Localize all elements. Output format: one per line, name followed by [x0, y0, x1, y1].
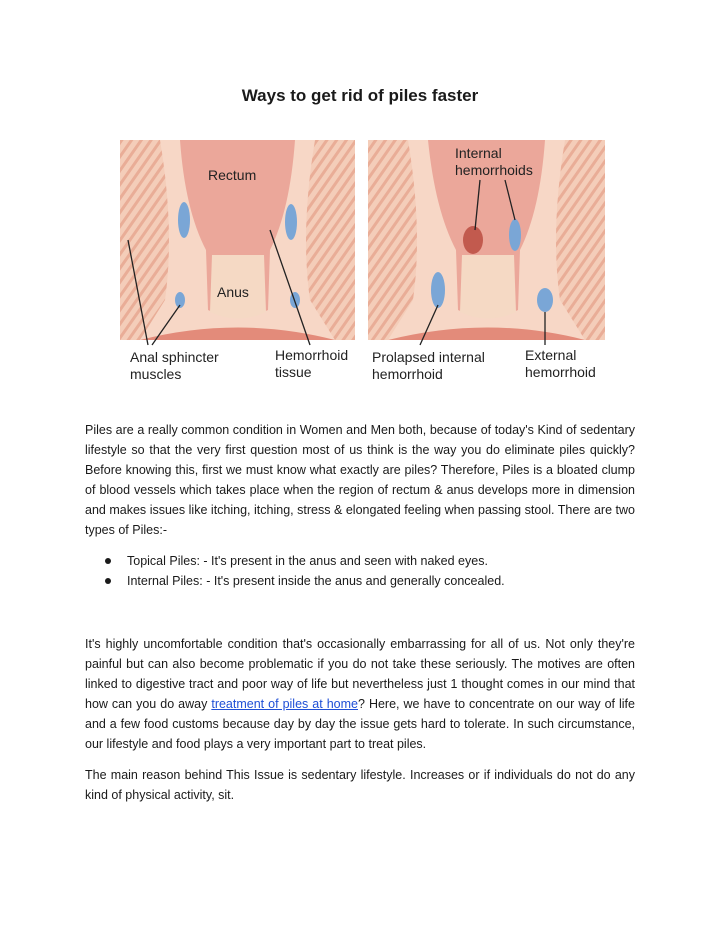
label-prolapsed-line2: hemorrhoid	[372, 366, 443, 382]
label-anal-sphincter-line1: Anal sphincter	[130, 349, 219, 365]
label-external-line1: External	[525, 347, 577, 363]
list-item-text: Internal Piles: - It's present inside the anus and generally concealed.	[127, 574, 505, 588]
left-vessel-2	[285, 204, 297, 240]
anatomy-diagram	[120, 140, 610, 390]
bullet-icon	[105, 578, 111, 584]
label-prolapsed-line1: Prolapsed internal	[372, 349, 485, 365]
label-hemorrhoid-tissue-line2: tissue	[275, 364, 312, 380]
label-anus: Anus	[217, 284, 249, 300]
right-anus-canal	[460, 255, 516, 319]
label-internal-line2: hemorrhoids	[455, 162, 533, 178]
discomfort-paragraph	[85, 634, 635, 754]
bullet-icon	[105, 558, 111, 564]
treatment-of-piles-link[interactable]: treatment of piles at home	[211, 697, 358, 711]
list-item-text: Topical Piles: - It's present in the anus and seen with naked eyes.	[127, 554, 488, 568]
label-external-line2: hemorrhoid	[525, 364, 596, 380]
left-vessel-1	[178, 202, 190, 238]
intro-paragraph: Piles are a really common condition in Women and Men both, because of today's Kind of sedentary lifestyle so that the very first question most of us think is the way you do eliminate piles quickly? Before knowing this, first we must know what exactly are piles? Therefore, Piles is a bloated clump of blood vessels which takes place when the region of rectum & anus develops more in dimension and makes issues like itching, itching, stress & elongated feeling when passing stool. There are two types of Piles:-	[85, 423, 635, 537]
label-hemorrhoid-tissue-line1: Hemorrhoid	[275, 347, 349, 363]
hemorrhoid-anatomy-illustration	[120, 140, 610, 390]
list-item	[105, 551, 625, 571]
internal-hemorrhoid-swelling	[463, 226, 483, 254]
label-internal-line1: Internal	[455, 145, 502, 161]
label-anal-sphincter-line2: muscles	[130, 366, 182, 382]
paragraph-text-after-link: ? Here, we have to concentrate on our way of life and a few food customs because day by day the issue gets hard to tolerate. In such circumstance, our lifestyle and food plays a very important part to treat piles.	[85, 697, 635, 751]
left-panel-illustration	[120, 140, 355, 382]
piles-types-list	[105, 551, 625, 591]
list-item	[105, 571, 625, 591]
cause-paragraph: The main reason behind This Issue is sedentary lifestyle. Increases or if individuals do not do any kind of physical activity, sit.	[85, 768, 635, 802]
external-hemorrhoid-vessel	[537, 288, 553, 312]
page-title: Ways to get rid of piles faster	[241, 86, 479, 105]
prolapsed-hemorrhoid-vessel	[431, 272, 445, 308]
right-panel-illustration	[368, 140, 605, 382]
paragraph-text-before-link: It's highly uncomfortable condition that's occasionally embarrassing for all of us. Not only they're painful but can also become problematic if you do not take these seriously. The motives are often linked to digestive tract and poor way of life but nevertheless just 1 thought comes in our mind that how can you do away	[85, 637, 635, 711]
label-rectum: Rectum	[208, 167, 257, 183]
right-vessel-1	[509, 219, 521, 251]
